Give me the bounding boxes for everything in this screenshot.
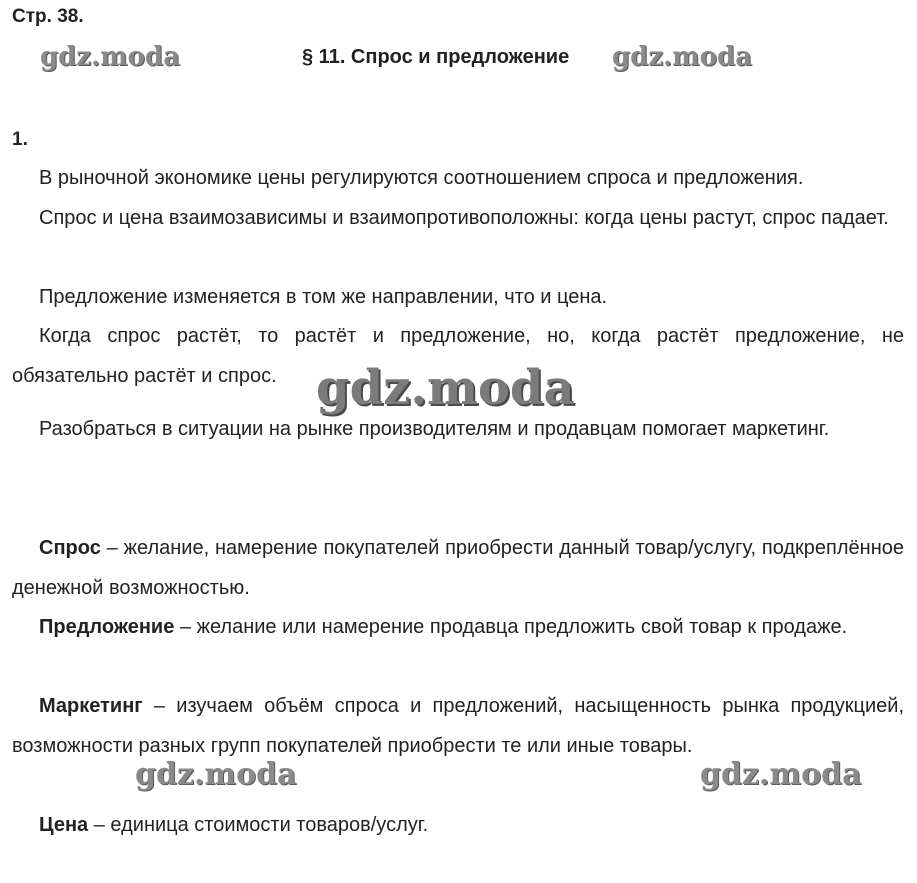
definition-term: Спрос [39, 537, 101, 559]
paragraph: Спрос и цена взаимозависимы и взаимопротивоположны: когда цены растут, спрос падает. [39, 207, 889, 229]
definition-text: – единица стоимости товаров/услуг. [88, 814, 429, 836]
definition-price [12, 805, 904, 845]
paragraph: Предложение изменяется в том же направлении, что и цена. [39, 286, 608, 308]
definition-term: Маркетинг [39, 695, 143, 717]
definition-term: Предложение [39, 616, 175, 638]
watermark: gdz.moda [135, 757, 297, 792]
watermark: gdz.moda [612, 42, 753, 72]
definition-marketing [12, 686, 904, 766]
paragraph: Когда спрос растёт, то растёт и предложение, но, когда растёт предложение, не обязательно растёт и спрос. [12, 325, 904, 387]
definition-supply [12, 607, 904, 647]
definition-text: – желание или намерение продавца предложить свой товар к продаже. [174, 616, 848, 638]
definition-text: – желание, намерение покупателей приобрести данный товар/услугу, подкреплённое денежной возможностью. [12, 537, 904, 599]
task-number: 1. [12, 129, 28, 150]
definition-demand [12, 528, 904, 608]
paragraph: Разобраться в ситуации на рынке производителям и продавцам помогает маркетинг. [39, 418, 830, 440]
definition-text: – изучаем объём спроса и предложений, насыщенность рынка продукцией, возможности разных групп покупателей приобрести те или иные товары. [12, 695, 904, 757]
page-title: § 11. Спрос и предложение [302, 46, 570, 68]
watermark: gdz.moda [316, 360, 575, 416]
definition-term: Цена [39, 814, 89, 836]
watermark: gdz.moda [700, 757, 862, 792]
watermark: gdz.moda [40, 42, 181, 72]
page-number: Стр. 38. [12, 6, 84, 27]
paragraph: В рыночной экономике цены регулируются соотношением спроса и предложения. [39, 167, 804, 189]
